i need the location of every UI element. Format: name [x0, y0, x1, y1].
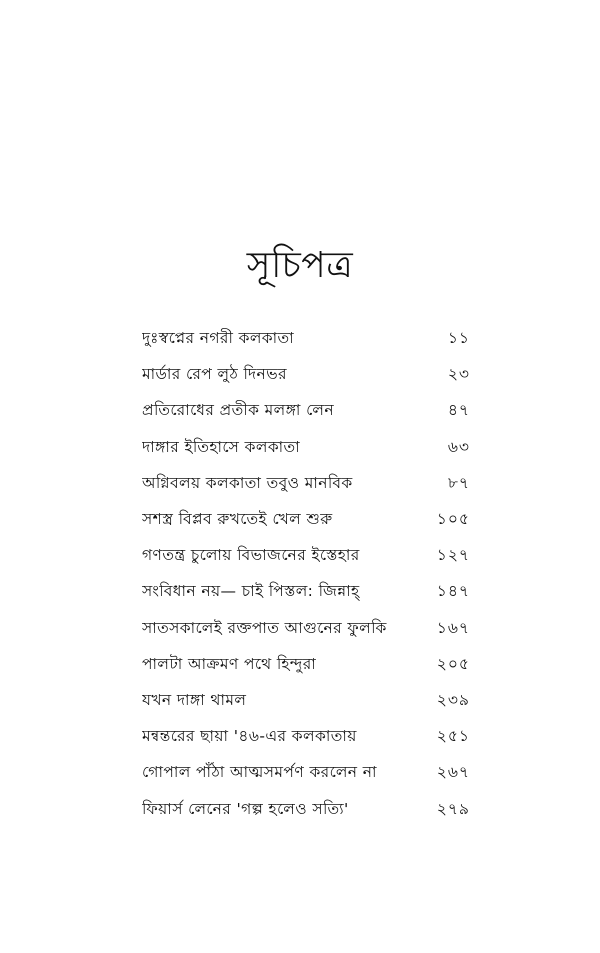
toc-entry-page: ২৭৯ [436, 799, 470, 818]
toc-entry-page: ৬৩ [447, 437, 470, 456]
toc-entry [142, 610, 470, 646]
toc-entry-title: ফিয়ার্স লেনের 'গল্প হলেও সত্যি' [142, 799, 349, 818]
toc-entry-page: ২৩৯ [436, 690, 470, 709]
toc-entry-page: ১১ [447, 329, 470, 348]
toc-entry-page: ১০৫ [436, 510, 470, 529]
toc-entry-title: পালটা আক্রমণ পথে হিন্দুরা [142, 654, 317, 673]
toc-entry [142, 790, 470, 826]
toc-entry [142, 501, 470, 537]
toc-entry [142, 573, 470, 609]
toc-list [142, 320, 470, 827]
toc-entry [142, 537, 470, 573]
toc-entry-title: সংবিধান নয়— চাই পিস্তল: জিন্নাহ্ [142, 582, 360, 601]
toc-entry-page: ১৬৭ [436, 618, 470, 637]
toc-entry-title: দাঙ্গার ইতিহাসে কলকাতা [142, 437, 301, 456]
toc-entry-page: ২৬৭ [436, 763, 470, 782]
toc-entry [142, 429, 470, 465]
toc-entry [142, 754, 470, 790]
toc-entry [142, 682, 470, 718]
toc-entry-title: দুঃস্বপ্নের নগরী কলকাতা [142, 329, 295, 348]
toc-entry [142, 356, 470, 392]
toc-entry-title: সাতসকালেই রক্তপাত আগুনের ফুলকি [142, 618, 387, 637]
toc-entry-title: গণতন্ত্র চুলোয় বিভাজনের ইস্তেহার [142, 546, 360, 565]
toc-entry [142, 320, 470, 356]
toc-entry-title: যখন দাঙ্গা থামল [142, 690, 247, 709]
page-title: সূচিপত্র [246, 245, 354, 287]
toc-entry-title: সশস্ত্র বিপ্লব রুখতেই খেল শুরু [142, 510, 333, 529]
toc-entry-title: প্রতিরোধের প্রতীক মলঙ্গা লেন [142, 401, 335, 420]
toc-entry-page: ৪৭ [447, 401, 470, 420]
toc-entry-title: অগ্নিবলয় কলকাতা তবুও মানবিক [142, 473, 353, 492]
toc-entry-page: ২৩ [447, 365, 470, 384]
toc-entry-page: ১২৭ [436, 546, 470, 565]
toc-entry [142, 465, 470, 501]
toc-entry-title: গোপাল পাঁঠা আত্মসমর্পণ করলেন না [142, 763, 377, 782]
toc-entry-title: মার্ডার রেপ লুঠ দিনভর [142, 365, 287, 384]
toc-entry [142, 646, 470, 682]
toc-entry [142, 718, 470, 754]
toc-entry-page: ২০৫ [436, 654, 470, 673]
toc-entry-page: ৮৭ [447, 473, 470, 492]
toc-entry-page: ১৪৭ [436, 582, 470, 601]
toc-entry [142, 392, 470, 428]
toc-entry-title: মন্বন্তরের ছায়া '৪৬-এর কলকাতায় [142, 727, 357, 746]
toc-entry-page: ২৫১ [436, 727, 470, 746]
